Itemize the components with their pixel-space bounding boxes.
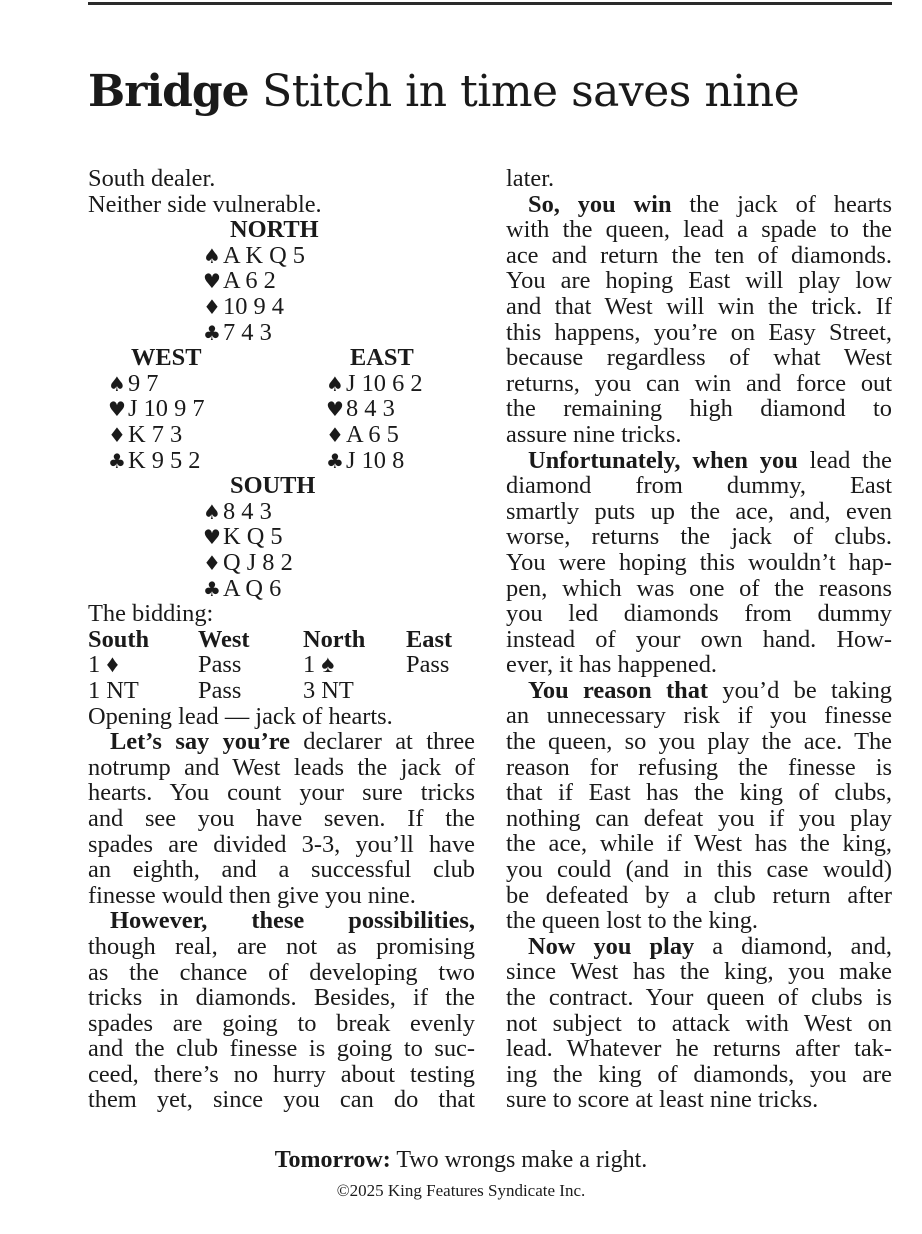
text-line: the remaining high diamond to <box>506 395 892 423</box>
text-line: since West has the king, you make <box>506 958 892 986</box>
text-line: notrump and West leads the jack of <box>88 753 475 781</box>
north-hand <box>88 217 475 345</box>
south-diamonds: Q J 8 2 <box>223 548 293 576</box>
text-line: that if East has the king of clubs, <box>506 779 892 807</box>
text-line: nothing can defeat you if you play <box>506 804 892 832</box>
north-label: NORTH <box>230 216 319 244</box>
spade-icon: ♠ <box>326 371 344 396</box>
lead-in-bold: So, you win <box>528 190 672 218</box>
text-line: returns, you can win and force out <box>506 369 892 397</box>
lead-in-text: the jack of hearts <box>671 190 893 218</box>
text-line: the contract. Your queen of clubs is <box>506 984 892 1011</box>
north-diamonds: 10 9 4 <box>223 292 284 320</box>
dealer-line: South dealer. <box>88 165 216 192</box>
headline <box>88 62 908 122</box>
east-spades: J 10 6 2 <box>346 369 423 397</box>
text-line: as the chance of developing two <box>88 958 475 986</box>
text-line: an unnecessary risk if you finesse <box>506 702 892 730</box>
text-line: smartly puts up the ace, and, even <box>506 497 892 525</box>
bid-header-east: East <box>406 625 453 653</box>
text-line: instead of your own hand. How- <box>506 625 892 653</box>
text-line: them yet, since you can do that <box>88 1086 475 1114</box>
lead-in-bold: Now you play <box>528 932 695 960</box>
south-hand <box>88 473 475 601</box>
diamond-icon: ♦ <box>203 294 221 319</box>
tomorrow-teaser <box>0 1145 922 1175</box>
lead-in-text: a diamond, and, <box>694 932 892 960</box>
bidding-row <box>88 652 475 678</box>
text-line <box>506 192 892 218</box>
diamond-icon: ♦ <box>108 422 126 447</box>
left-column <box>88 166 475 1113</box>
bridge-diagram <box>88 217 475 601</box>
west-hearts: J 10 9 7 <box>128 395 205 423</box>
text-line: this happens, you’re on Easy Street, <box>506 318 892 346</box>
text-line <box>506 678 892 704</box>
text-line: tricks in diamonds. Besides, if the <box>88 984 475 1012</box>
bid-header-south: South <box>88 625 150 653</box>
text-line: the ace, while if West has the king, <box>506 830 892 858</box>
west-label: WEST <box>131 344 202 372</box>
diamond-icon: ♦ <box>203 550 221 575</box>
text-line: be defeated by a club return after <box>506 881 892 909</box>
lead-in-bold: However, these possibilities, <box>110 907 475 935</box>
heart-icon: ♥ <box>203 269 221 294</box>
text-line <box>506 448 892 474</box>
spade-icon: ♠ <box>203 499 221 524</box>
bidding-header <box>88 627 475 653</box>
heart-icon: ♥ <box>326 397 344 422</box>
text-line: spades are going to break evenly <box>88 1009 475 1037</box>
bid-cell: 1 NT <box>88 676 139 704</box>
text-line <box>88 908 475 934</box>
tomorrow-text: Two wrongs make a right. <box>390 1147 648 1173</box>
paragraph-6 <box>506 934 892 1113</box>
text-line: pen, which was one of the reasons <box>506 574 892 602</box>
text-line: ceed, there’s no hurry about testing <box>88 1060 475 1088</box>
lead-in-text: you’d be taking <box>708 676 892 704</box>
text-line: sure to score at least nine tricks. <box>506 1086 819 1114</box>
paragraph-2 <box>88 908 475 1113</box>
north-clubs: 7 4 3 <box>223 318 272 346</box>
paragraph-2-end: later. <box>506 165 555 192</box>
bidding-table <box>88 627 475 704</box>
headline-title: Stitch in time saves nine <box>262 66 800 117</box>
bid-cell: 1 ♠ <box>303 651 335 679</box>
text-line: the queen lost to the king. <box>506 907 758 935</box>
paragraph-1 <box>88 729 475 908</box>
east-hearts: 8 4 3 <box>346 395 395 423</box>
text-line <box>506 934 892 960</box>
heart-icon: ♥ <box>108 397 126 422</box>
text-line: the queen, so you play the ace. The <box>506 728 892 756</box>
east-diamonds: A 6 5 <box>346 420 399 448</box>
text-line: finesse would then give you nine. <box>88 881 416 909</box>
club-icon: ♣ <box>203 576 221 601</box>
text-line: assure nine tricks. <box>506 420 682 448</box>
west-diamonds: K 7 3 <box>128 420 183 448</box>
text-line: and see you have seven. If the <box>88 804 475 832</box>
text-line: not subject to attack with West on <box>506 1009 892 1037</box>
text-line: You were hoping this wouldn’t hap- <box>506 548 892 576</box>
vulnerability-line: Neither side vulnerable. <box>88 190 322 218</box>
bid-cell: Pass <box>198 651 242 679</box>
heart-icon: ♥ <box>203 525 221 550</box>
south-clubs: A Q 6 <box>223 574 282 602</box>
bid-header-west: West <box>198 625 250 653</box>
diamond-icon: ♦ <box>326 422 344 447</box>
bidding-label: The bidding: <box>88 600 214 628</box>
east-clubs: J 10 8 <box>346 446 405 474</box>
east-label: EAST <box>350 344 414 372</box>
text-line: because regardless of what West <box>506 344 892 372</box>
opening-lead: Opening lead — jack of hearts. <box>88 702 393 730</box>
south-hearts: K Q 5 <box>223 523 283 551</box>
text-line: ace and return the ten of diamonds. <box>506 241 892 269</box>
spade-icon: ♠ <box>203 243 221 268</box>
bid-cell: 1 ♦ <box>88 651 119 679</box>
text-line: you could (and in this case would) <box>506 856 892 884</box>
text-line: diamond from dummy, East <box>506 472 892 500</box>
bid-cell: Pass <box>406 651 450 679</box>
paragraph-3 <box>506 192 892 448</box>
lead-in-bold: You reason that <box>528 676 709 704</box>
text-line: an eighth, and a successful club <box>88 856 475 884</box>
text-line: ever, it has happened. <box>506 651 718 679</box>
tomorrow-label: Tomorrow: <box>274 1147 391 1173</box>
south-label: SOUTH <box>230 472 316 500</box>
west-spades: 9 7 <box>128 369 159 397</box>
top-rule <box>88 2 892 5</box>
paragraph-5 <box>506 678 892 934</box>
text-line: lead. Whatever he returns after tak- <box>506 1035 892 1063</box>
text-line: spades are divided 3-3, you’ll have <box>88 830 475 858</box>
club-icon: ♣ <box>203 320 221 345</box>
lead-in-text: declarer at three <box>289 728 475 756</box>
text-line <box>88 729 475 755</box>
right-column <box>506 166 892 1113</box>
bidding-row <box>88 678 475 704</box>
text-line: and that West will win the trick. If <box>506 292 892 320</box>
text-line: ing the king of diamonds, you are <box>506 1060 892 1088</box>
lead-in-bold: Unfortunately, when you <box>528 446 798 474</box>
text-line: you led diamonds from dummy <box>506 600 892 628</box>
text-line: worse, returns the jack of clubs. <box>506 523 892 551</box>
bid-cell: 3 NT <box>303 676 354 704</box>
west-clubs: K 9 5 2 <box>128 446 201 474</box>
text-line: hearts. You count your sure tricks <box>88 779 475 807</box>
text-line: though real, are not as promising <box>88 932 475 960</box>
copyright: ©2025 King Features Syndicate Inc. <box>336 1181 586 1200</box>
spade-icon: ♠ <box>108 371 126 396</box>
text-line: reason for refusing the finesse is <box>506 753 892 781</box>
north-spades: A K Q 5 <box>223 241 305 269</box>
south-spades: 8 4 3 <box>223 497 272 525</box>
lead-in-text: lead the <box>797 446 892 474</box>
headline-kicker: Bridge <box>88 66 249 117</box>
text-line: You are hoping East will play low <box>506 267 892 295</box>
west-east-hands <box>88 345 475 473</box>
lead-in-bold: Let’s say you’re <box>110 728 290 756</box>
text-line: with the queen, lead a spade to the <box>506 216 892 244</box>
club-icon: ♣ <box>326 448 344 473</box>
club-icon: ♣ <box>108 448 126 473</box>
bid-cell: Pass <box>198 676 242 704</box>
paragraph-4 <box>506 448 892 678</box>
north-hearts: A 6 2 <box>223 267 276 295</box>
bid-header-north: North <box>303 625 366 653</box>
text-line: and the club finesse is going to suc- <box>88 1035 475 1063</box>
